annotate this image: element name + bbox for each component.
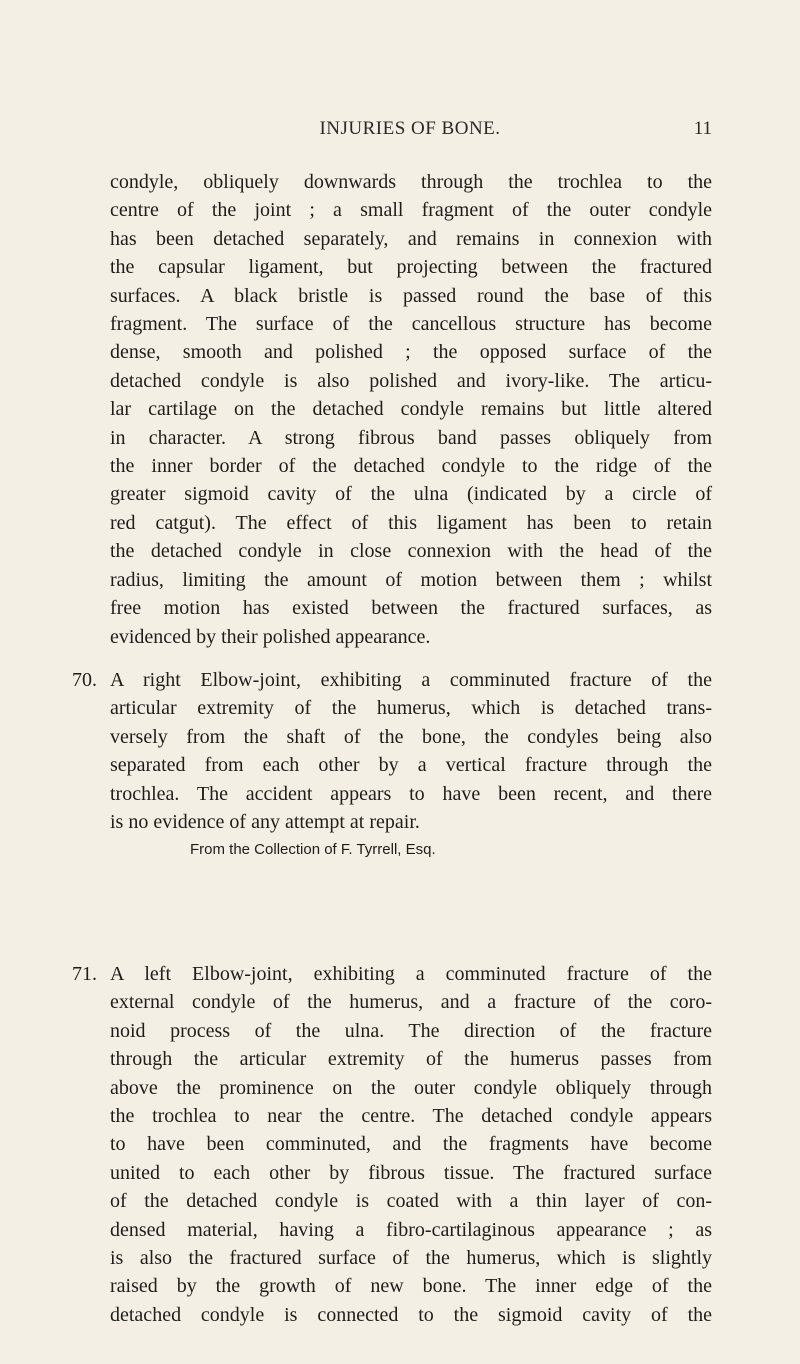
text-line: evidenced by their polished appearance. (110, 625, 431, 648)
text-line: A left Elbow-joint, exhibiting a comminuted fracture of the (110, 963, 712, 985)
text-line: through the articular extremity of the humerus passes from (110, 1048, 712, 1071)
catalogue-entry-71 (72, 960, 712, 1329)
text-line: centre of the joint ; a small fragment of the outer condyle (110, 199, 712, 222)
text-line: noid process of the ulna. The direction of the fracture (110, 1019, 712, 1042)
entry-number: 70. (72, 669, 97, 691)
text-line: detached condyle is also polished and ivory-like. The articu- (110, 369, 712, 392)
continuation-paragraph (110, 168, 712, 651)
text-line: of the detached condyle is coated with a thin layer of con- (110, 1190, 712, 1213)
text-line: trochlea. The accident appears to have been recent, and there (110, 782, 712, 805)
text-line: the trochlea to near the centre. The detached condyle appears (110, 1105, 712, 1128)
text-line: is no evidence of any attempt at repair. (110, 811, 420, 834)
page-number: 11 (693, 118, 712, 139)
entry-text (110, 960, 712, 1329)
text-line: fragment. The surface of the cancellous structure has become (110, 313, 712, 336)
text-line: red catgut). The effect of this ligament has been to retain (110, 511, 712, 534)
text-line: raised by the growth of new bone. The inner edge of the (110, 1275, 712, 1298)
catalogue-entry-70 (72, 666, 712, 862)
text-line: external condyle of the humerus, and a fracture of the coro- (110, 991, 712, 1014)
text-line: above the prominence on the outer condyle obliquely through (110, 1076, 712, 1099)
text-line: the detached condyle in close connexion with the head of the (110, 540, 712, 563)
text-line: densed material, having a fibro-cartilaginous appearance ; as (110, 1218, 712, 1241)
running-title: INJURIES OF BONE. (319, 118, 501, 139)
text-line: detached condyle is connected to the sigmoid cavity of the (110, 1303, 712, 1326)
text-line: greater sigmoid cavity of the ulna (indicated by a circle of (110, 483, 712, 506)
collection-credit: From the Collection of F. Tyrrell, Esq. (190, 841, 436, 859)
entry-text (110, 666, 712, 862)
text-line: to have been comminuted, and the fragments have become (110, 1133, 712, 1156)
text-line: dense, smooth and polished ; the opposed surface of the (110, 341, 712, 364)
running-head (110, 118, 710, 144)
text-line: versely from the shaft of the bone, the condyles being also (110, 725, 712, 748)
text-line: the capsular ligament, but projecting between the fractured (110, 256, 712, 279)
text-line: lar cartilage on the detached condyle remains but little altered (110, 398, 712, 421)
text-line: A right Elbow-joint, exhibiting a comminuted fracture of the (110, 669, 712, 691)
text-line: radius, limiting the amount of motion between them ; whilst (110, 568, 712, 591)
text-line: free motion has existed between the fractured surfaces, as (110, 597, 712, 620)
text-line: the inner border of the detached condyle to the ridge of the (110, 455, 712, 478)
text-line: condyle, obliquely downwards through the trochlea to the (110, 171, 712, 193)
text-line: is also the fractured surface of the humerus, which is slightly (110, 1247, 712, 1270)
text-line: surfaces. A black bristle is passed round the base of this (110, 284, 712, 307)
text-line: articular extremity of the humerus, which is detached trans- (110, 697, 712, 720)
text-line: separated from each other by a vertical fracture through the (110, 754, 712, 777)
text-line: united to each other by fibrous tissue. The fractured surface (110, 1161, 712, 1184)
entry-number: 71. (72, 963, 97, 985)
text-line: in character. A strong fibrous band passes obliquely from (110, 426, 712, 449)
text-line: has been detached separately, and remains in connexion with (110, 227, 712, 250)
